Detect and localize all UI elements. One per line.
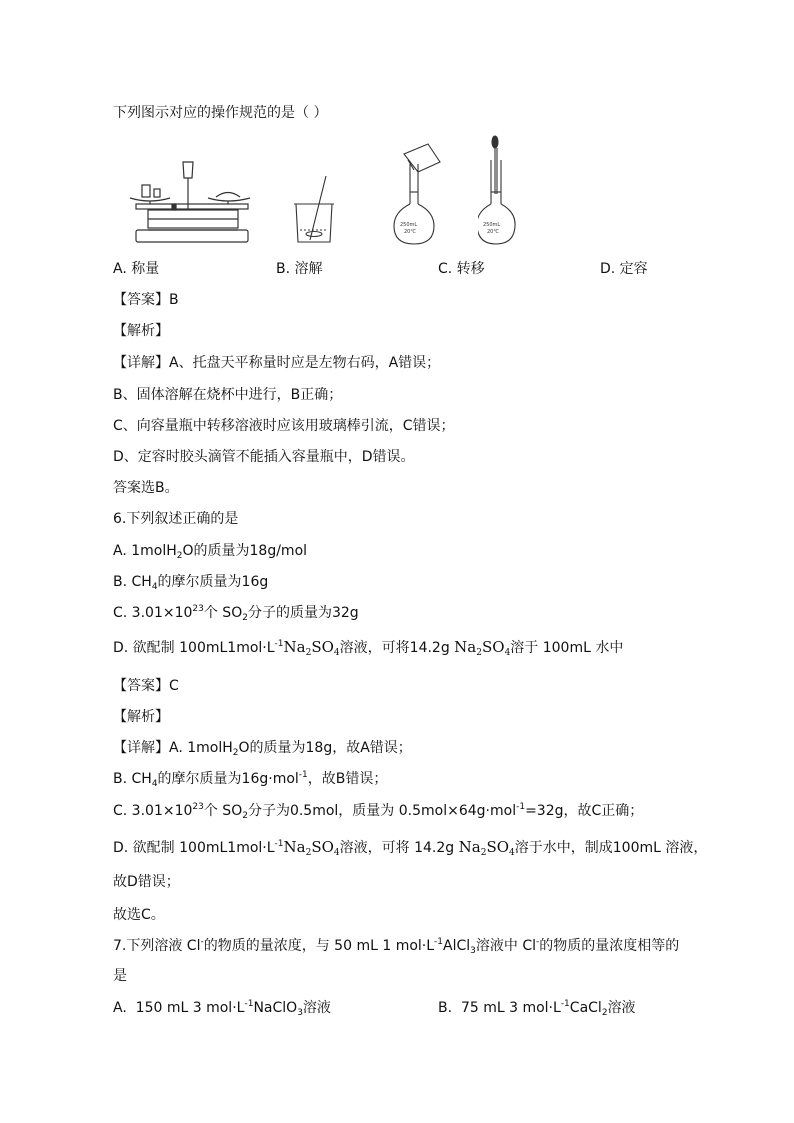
q5-option-b: B. 溶解 <box>276 261 323 277</box>
q6-answer: 【答案】C <box>113 678 179 694</box>
q5-detail-b: B、固体溶解在烧杯中进行，B正确； <box>113 387 343 403</box>
q6-detail-a-text2: O的质量为18g，故A错误； <box>238 740 412 756</box>
q6-option-c <box>113 604 359 622</box>
q6-option-d-text3: 14.2g <box>409 640 455 656</box>
q5-detail-c: C、向容量瓶中转移溶液时应该用玻璃棒引流，C错误； <box>113 418 455 434</box>
flask2-label-temp: 20℃ <box>487 229 499 235</box>
q6-option-d-formula2: $Na_2SO_4$ <box>454 638 511 658</box>
q7-stem-sub3: 3 <box>470 946 476 956</box>
q7-option-b-sub2: 2 <box>601 1008 608 1018</box>
q7-option-a-text1: A. 150 mL 3 mol·L <box>113 1000 245 1016</box>
flask-dropper-figure <box>478 134 538 250</box>
q6-detail-d-text3: 溶于水中，制成100mL 溶液， <box>514 840 708 856</box>
q7-stem-text1: 7.下列溶液 Cl <box>113 938 201 954</box>
q7-stem-line1 <box>113 937 679 955</box>
q6-detail-d-sup1: -1 <box>274 839 284 849</box>
beaker-figure <box>290 170 340 250</box>
q5-detail-a: 【详解】A、托盘天平称量时应是左物右码，A错误； <box>113 355 441 371</box>
q6-detail-b-sup2: -1 <box>298 770 308 780</box>
q7-option-a-sup1: -1 <box>244 999 254 1009</box>
q6-detail-d-formula1: $Na_2SO_4$ <box>283 838 340 858</box>
q7-stem-text3: AlCl <box>443 938 471 954</box>
q6-option-d-text1: D. 欲配制 100mL1mol·L <box>113 640 275 656</box>
q7-option-b-text3: 溶液 <box>607 1000 636 1016</box>
q7-stem-sup2: -1 <box>434 937 444 947</box>
q6-detail-c-text4: =32g，故C正确； <box>525 803 644 819</box>
q6-detail-c-text2: 个 SO <box>203 803 243 819</box>
q7-option-a <box>113 999 331 1017</box>
q6-option-a-sub1: 2 <box>176 551 183 561</box>
q7-option-b-sup1: -1 <box>560 999 570 1009</box>
flask1-label-volume: 250mL <box>400 222 418 228</box>
q6-option-c-text2: 个 SO <box>203 605 243 621</box>
q6-detail-c <box>113 802 643 820</box>
q6-detail-a-text1: 【详解】A. 1molH <box>113 740 233 756</box>
q7-stem-text4: 溶液中 Cl <box>475 938 537 954</box>
q6-stem: 6.下列叙述正确的是 <box>113 511 239 527</box>
q6-option-d-text4: 溶于 100mL 水中 <box>510 640 624 656</box>
q7-option-a-text2: NaClO <box>253 1000 298 1016</box>
q5-conclusion: 答案选B。 <box>113 480 179 496</box>
q6-option-c-text1: C. 3.01×10 <box>113 605 193 621</box>
q7-stem-line2: 是 <box>113 968 127 984</box>
q6-option-a-text2: O的质量为18g/mol <box>182 543 308 559</box>
q6-option-d-formula1: $Na_2SO_4$ <box>283 638 340 658</box>
q5-option-a: A. 称量 <box>113 261 160 277</box>
q5-detail-d: D、定容时胶头滴管不能插入容量瓶中，D错误。 <box>113 449 415 465</box>
flask2-label-volume: 250mL <box>483 222 501 228</box>
q5-stem: 下列图示对应的操作规范的是（ ） <box>113 105 328 121</box>
q7-option-b <box>438 999 636 1017</box>
flask-transfer-figure <box>388 140 458 250</box>
q6-detail-d <box>113 838 707 857</box>
q6-analysis-heading: 【解析】 <box>113 709 169 725</box>
q6-detail-b-sub1: 4 <box>151 779 158 789</box>
q6-conclusion: 故选C。 <box>113 907 165 923</box>
q7-stem-text5: 的物质的量浓度相等的 <box>539 938 680 954</box>
q6-detail-d-cont: 故D错误； <box>113 874 180 890</box>
q6-detail-c-sup3: -1 <box>516 802 526 812</box>
q5-option-c: C. 转移 <box>438 261 485 277</box>
q7-stem-sup1: - <box>200 937 204 947</box>
flask1-label-temp: 20℃ <box>404 229 416 235</box>
q7-stem-text2: 的物质的量浓度，与 50 mL 1 mol·L <box>203 938 435 954</box>
q5-analysis-heading: 【解析】 <box>113 323 169 339</box>
q7-option-a-sub2: 3 <box>297 1008 303 1018</box>
q6-detail-d-text1: D. 欲配制 100mL1mol·L <box>113 840 275 856</box>
q6-detail-c-sup1: 23 <box>192 802 204 812</box>
q5-answer: 【答案】B <box>113 292 179 308</box>
q6-detail-b-text3: ，故B错误； <box>307 771 388 787</box>
q6-detail-d-text2: 溶液，可将 14.2g <box>339 840 459 856</box>
q6-detail-b <box>113 770 387 788</box>
q6-detail-a <box>113 739 412 757</box>
q7-stem-sup4: - <box>536 937 540 947</box>
q6-detail-c-sub2: 2 <box>242 811 248 821</box>
q6-option-a-text1: A. 1molH <box>113 543 177 559</box>
q7-option-b-text1: B. 75 mL 3 mol·L <box>438 1000 561 1016</box>
q6-option-c-sub2: 2 <box>242 613 248 623</box>
q6-option-a <box>113 542 307 560</box>
q6-detail-d-formula2: $Na_2SO_4$ <box>458 838 515 858</box>
q6-option-b-text2: 的摩尔质量为16g <box>157 574 269 590</box>
q6-option-d-sup1: -1 <box>274 639 284 649</box>
q6-option-b-text1: B. CH <box>113 574 152 590</box>
q6-option-d-text2: 溶液，可将 <box>339 640 410 656</box>
q7-option-b-text2: CaCl <box>569 1000 602 1016</box>
q6-option-c-sup1: 23 <box>192 604 204 614</box>
q6-option-b-sub1: 4 <box>151 582 158 592</box>
q6-detail-a-sub1: 2 <box>232 748 239 758</box>
balance-figure <box>128 158 258 248</box>
q6-detail-c-text3: 分子为0.5mol，质量为 0.5mol×64g·mol <box>247 803 517 819</box>
q6-detail-b-text2: 的摩尔质量为16g·mol <box>157 771 299 787</box>
q5-option-d: D. 定容 <box>600 261 648 277</box>
q7-option-a-text3: 溶液 <box>302 1000 331 1016</box>
q6-option-b <box>113 573 268 591</box>
q6-detail-c-text1: C. 3.01×10 <box>113 803 193 819</box>
q6-option-c-text3: 分子的质量为32g <box>247 605 359 621</box>
q6-option-d <box>113 638 623 657</box>
q6-detail-b-text1: B. CH <box>113 771 152 787</box>
